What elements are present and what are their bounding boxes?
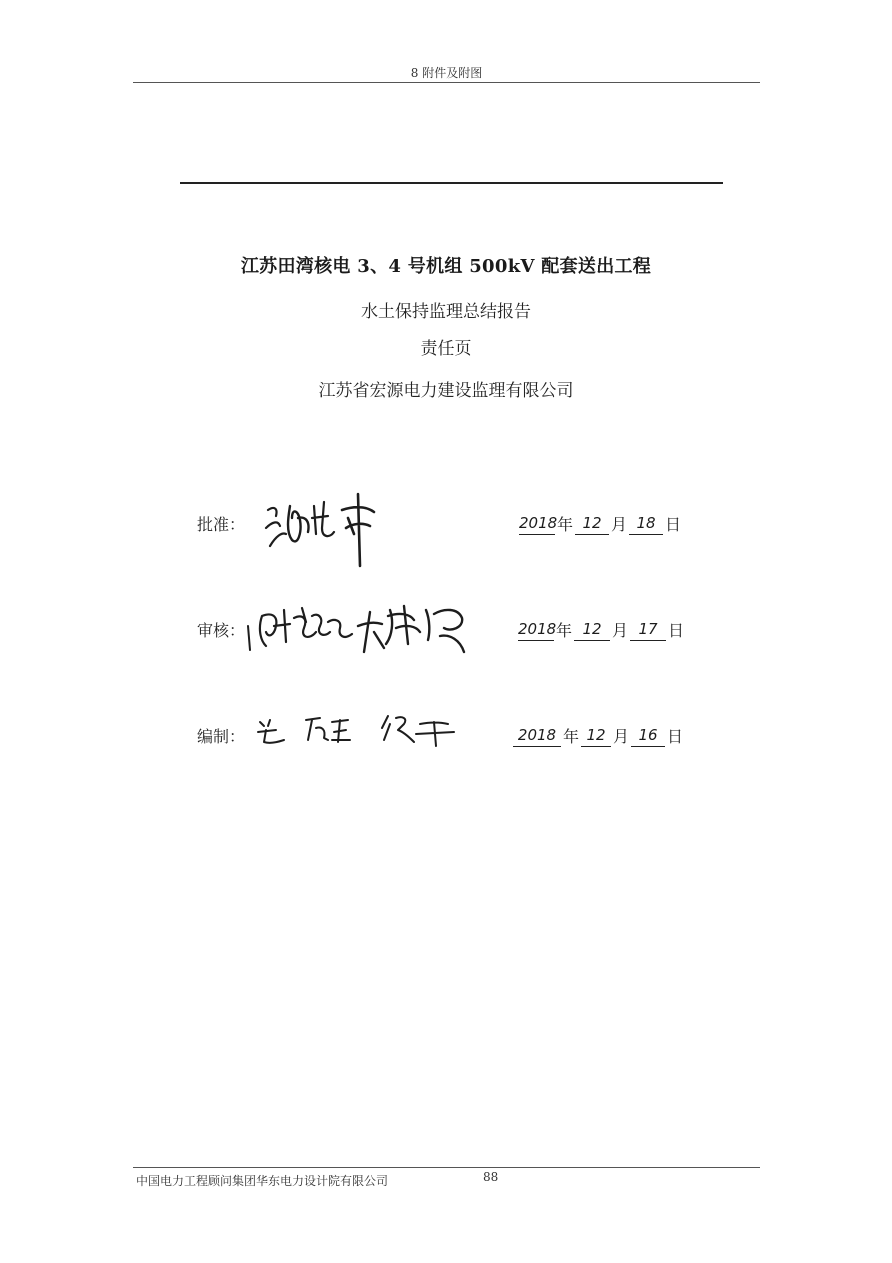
footer-organization: 中国电力工程顾问集团华东电力设计院有限公司: [136, 1174, 389, 1188]
approval-year: 2018: [519, 516, 555, 535]
running-header: 8 附件及附图: [410, 66, 483, 80]
approval-day: 18: [629, 516, 663, 535]
document-subtitle: 水土保持监理总结报告: [361, 302, 531, 322]
page-number: 88: [483, 1170, 499, 1184]
compiled-month: 12: [581, 728, 611, 747]
review-month: 12: [574, 622, 610, 641]
reviewer-signatures: [244, 592, 469, 662]
approval-date: 2018年 12 月 18 日: [519, 514, 682, 534]
approval-month: 12: [575, 516, 609, 535]
document-title: 江苏田湾核电 3、4 号机组 500kV 配套送出工程: [240, 256, 652, 277]
compiled-by-label: 编制：: [197, 727, 246, 746]
compiled-date: 2018 年 12 月 16 日: [513, 724, 685, 747]
review-label: 审核：: [197, 621, 246, 640]
review-year: 2018: [518, 622, 554, 641]
review-date: 2018年 12 月 17 日: [518, 620, 685, 640]
approval-label: 批准：: [197, 515, 246, 534]
approver-signature: [262, 488, 382, 568]
header-divider: [133, 82, 760, 83]
review-day: 17: [630, 622, 666, 641]
compiled-year: 2018: [513, 728, 561, 747]
footer-divider: [133, 1167, 760, 1168]
responsibility-page-label: 责任页: [420, 339, 472, 359]
compiled-day: 16: [631, 728, 665, 747]
title-divider: [180, 182, 723, 184]
compiler-signatures: [254, 710, 464, 750]
company-name: 江苏省宏源电力建设监理有限公司: [318, 381, 574, 401]
